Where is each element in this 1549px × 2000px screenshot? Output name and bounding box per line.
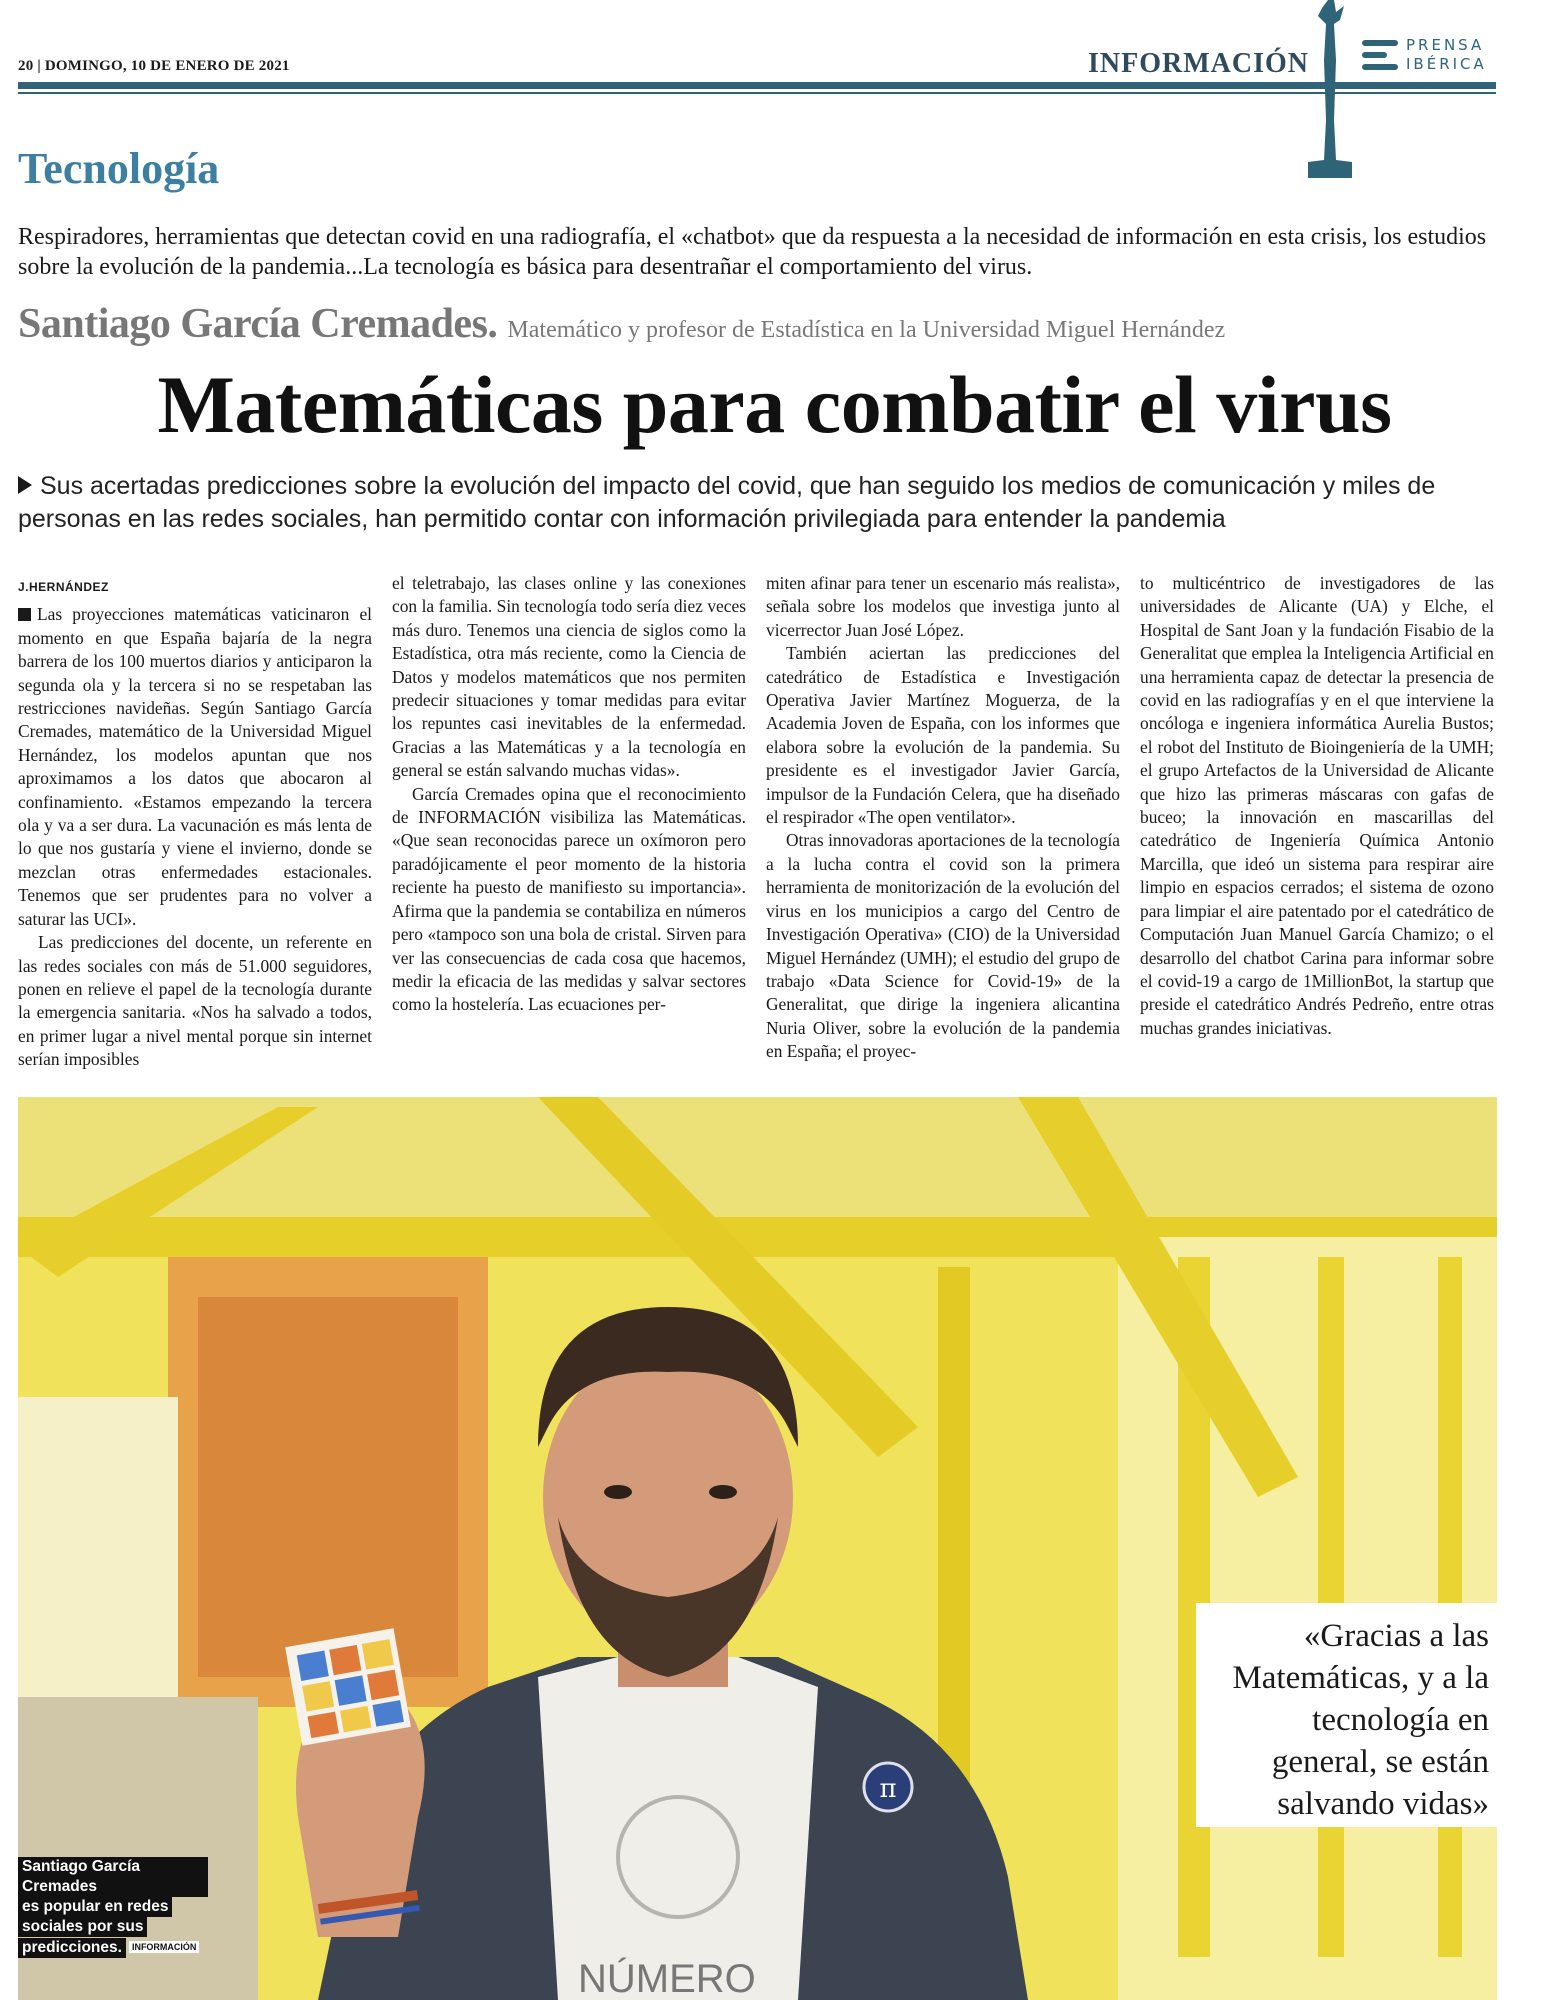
badge-symbol: π (879, 1774, 897, 1804)
section-intro: Respiradores, herramientas que detectan covid en una radiografía, el «chatbot» que da respuesta a la necesidad de información en esta crisis, los estudios sobre la evolución de la pandemia...La tecnología es básica para desentrañar el comportamiento del virus. (18, 224, 1487, 280)
publisher-line2: IBÉRICA (1406, 55, 1487, 73)
paragraph: Las predicciones del docente, un referente en las redes sociales con más de 51.000 seguidores, ponen en relieve el papel de la tecnología durante la emergencia sanitaria. «Nos ha salvado a todos, en primer lugar a nivel mental porque sin internet serían imposibles (18, 932, 372, 1070)
article-headline: Matemáticas para combatir el virus (157, 359, 1392, 450)
paragraph (18, 603, 372, 931)
photo-caption (18, 1857, 208, 1958)
page-number: 20 (18, 58, 34, 74)
paragraph: to multicéntrico de investigadores de las universidades de Alicante (UA) y Elche, el Hospital de Sant Joan y la fundación Fisabio de la Generalitat que emplea la Inteligencia Artificial en una herramienta capaz de detectar la presencia de covid en las radiografías y en el que interviene la oncóloga e ingeniera informática Aurelia Bustos; el robot del Instituto de Bioingeniería de la UMH; el grupo Artefactos de la Universidad de Alicante que hizo las primeras máscaras con gafas de buceo; la innovación en mascarillas del catedrático de Ingeniería Química Antonio Marcilla, que ideó un sistema para respirar aire limpio en espacios cerrados; el sistema de ozono para limpiar el aire patentado por el catedrático de Computación Juan Manuel García Chamizo; o el desarrollo del chatbot Carina para informar sobre el covid-19 a cargo de 1MillionBot, la startup que preside el catedrático Andrés Pedreño, entre otras muchas grandes iniciativas. (1140, 573, 1494, 1038)
caption-line: Santiago García Cremades (18, 1857, 208, 1897)
publisher-line1: PRENSA (1406, 36, 1485, 54)
subject-name: Santiago García Cremades. (18, 301, 498, 347)
masthead: INFORMACIÓN (1088, 48, 1309, 79)
body-column-2 (392, 572, 746, 1017)
paragraph: Otras innovadoras aportaciones de la tecnología a la lucha contra el covid son la primera herramienta de monitorización de la evolución del virus en los municipios a cargo del Centro de Investigación Operativa» (CIO) de la Universidad Miguel Hernández (UMH); el estudio del grupo de trabajo «Data Science for Covid-19» de la Generalitat, que dirige la ingeniera alicantina Nuria Oliver, sobre la evolución de la pandemia en España; el proyec- (766, 830, 1120, 1062)
photo-credit: INFORMACIÓN (129, 1941, 200, 1953)
folio (18, 58, 290, 75)
page-date: DOMINGO, 10 DE ENERO DE 2021 (44, 58, 290, 74)
lead-square-icon (18, 608, 31, 621)
article-body (18, 572, 1496, 1077)
shirt-text: NÚMERO (578, 1957, 756, 2000)
publisher-name (1406, 36, 1487, 74)
deck-text: Sus acertadas predicciones sobre la evolución del impacto del covid, que han seguido los medios de comunicación y miles de personas en las redes sociales, han permitido contar con información privilegiada para entender la pandemia (18, 472, 1436, 533)
paragraph-text: Las proyecciones matemáticas vaticinaron el momento en que España bajaría de la negra barrera de los 100 muertos diarios y anticiparon la segunda ola y la tercera si no se respetaban las restricciones navideñas. Según Santiago García Cremades, matemático de la Universidad Miguel Hernández, los modelos apuntan que nos aproximamos a los datos que abocaron al confinamiento. «Estamos empezando la tercera ola y va a ser dura. La vacunación es más lenta de lo que nos gustaría y viene el invierno, donde se mezclan otras enfermedades estacionales. Tenemos que ser prudentes para no volver a saturar las UCI». (18, 604, 372, 929)
pull-quote-box (1196, 1603, 1497, 1827)
publisher-mark-icon (1362, 40, 1398, 72)
publisher-logo (1362, 36, 1502, 80)
article-deck (18, 470, 1498, 536)
article-photo (18, 1097, 1497, 2000)
rubiks-cube-icon (285, 1628, 411, 1746)
header-rule (18, 82, 1496, 89)
paragraph: También aciertan las predicciones del catedrático de Estadística e Investigación Operativa Javier Martínez Moguerza, de la Academia Joven de España, con los informes que elabora sobre la evolución de la pandemia. Su presidente es el investigador Javier García, impulsor de la Fundación Celera, que ha diseñado el respirador «The open ventilator». (766, 643, 1120, 828)
paragraph: el teletrabajo, las clases online y las conexiones con la familia. Sin tecnología todo sería diez veces más duro. Tenemos una ciencia de siglos como la Estadística, otra más reciente, como la Ciencia de Datos y modelos matemáticos que nos permiten predecir situaciones y tomar medidas para evitar los repuntes casi inevitables de la enfermedad. Gracias a las Matemáticas y a la tecnología en general se están salvando muchas vidas». (392, 573, 746, 781)
header-rule-thin (18, 92, 1496, 94)
award-sculpture-icon (1300, 0, 1360, 180)
deck-arrow-icon (18, 476, 32, 494)
paragraph: miten afinar para tener un escenario más realista», señala sobre los modelos que investiga junto al vicerrector Juan José López. (766, 573, 1120, 640)
caption-line: es popular en redes (18, 1897, 172, 1917)
caption-line: sociales por sus (18, 1917, 147, 1937)
section-title: Tecnología (18, 144, 220, 193)
body-column-4 (1140, 572, 1494, 1040)
author-byline: J.HERNÁNDEZ (18, 580, 109, 594)
subject-role: Matemático y profesor de Estadística en la Universidad Miguel Hernández (507, 317, 1226, 343)
body-column-1 (18, 572, 372, 1072)
pull-quote: «Gracias a las Matemáticas, y a la tecnología en general, se están salvando vidas» (1232, 1618, 1489, 1822)
folio-separator: | (37, 58, 45, 74)
caption-line: predicciones. (18, 1938, 126, 1958)
photo-illustration (18, 1097, 1497, 2000)
page-header (18, 48, 1496, 86)
subject-line (18, 300, 1498, 348)
paragraph: García Cremades opina que el reconocimiento de INFORMACIÓN visibiliza las Matemáticas. «Que sean reconocidas parece un oxímoron pero paradójicamente el peor momento de la historia reciente ha puesto de manifiesto su importancia». Afirma que la pandemia se contabiliza en números pero «tampoco son una bola de cristal. Sirven para ver las consecuencias de cada cosa que hacemos, medir la eficacia de las medidas y salvar sectores como la hostelería. Las ecuaciones per- (392, 783, 746, 1015)
body-column-3 (766, 572, 1120, 1064)
